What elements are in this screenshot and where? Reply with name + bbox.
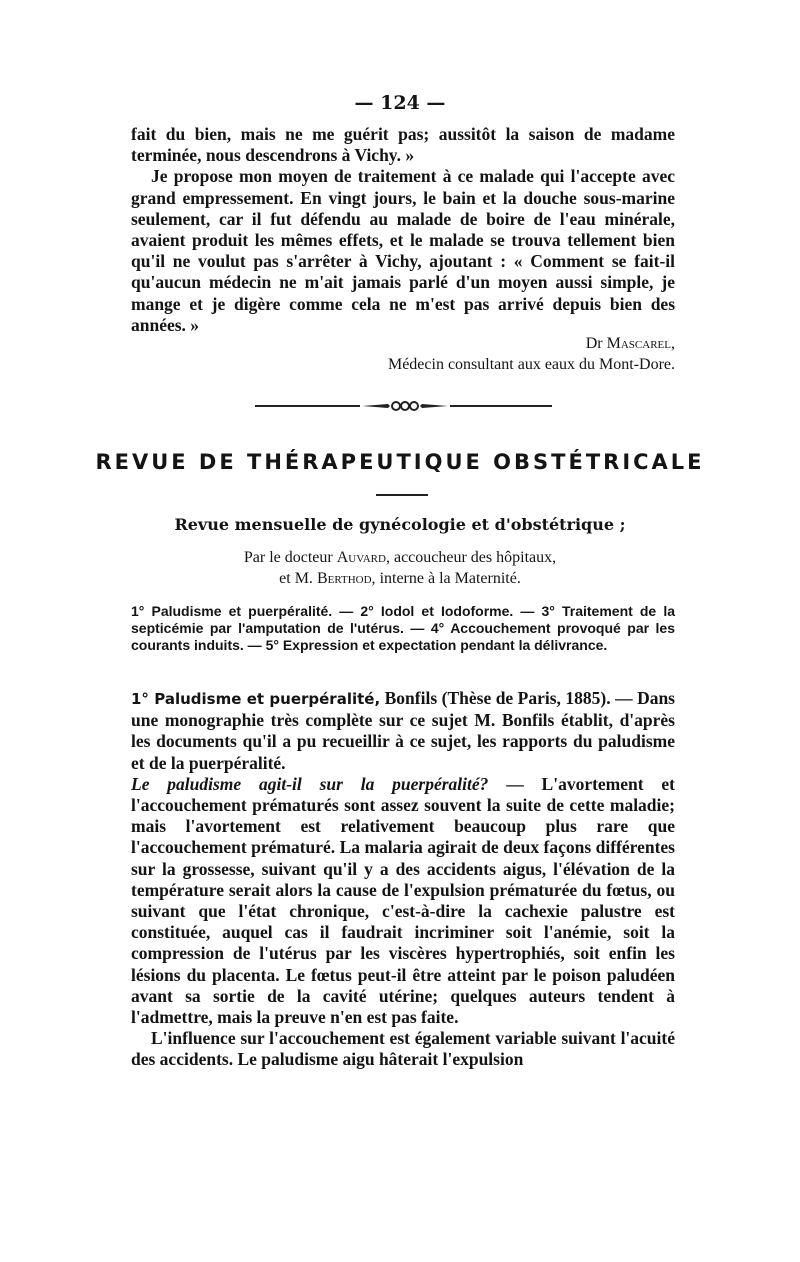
article-paragraph [131,774,675,1028]
article-text: — L'avortement et l'accouchement prématurés sont assez souvent la suite de cette maladie; mais l'avortement est relativement beaucoup plus rare que l'accouchement prématuré. La malaria agirait de deux façons différentes sur la grossesse, suivant qu'il y a des accidents aigus, l'élévation de la température serait alors la cause de l'expulsion prématurée du fœtus, ou suivant que l'état chronique, c'est-à-dire la cachexie palustre est constituée, auquel cas il faudrait incriminer soit l'anémie, soit la compression de l'utérus par les viscères hypertrophiés, soit enfin les lésions du placenta. Le fœtus peut-il être atteint par le poison paludéen avant sa sortie de la cavité utérine; quelques auteurs tendent à l'admettre, mais la preuve n'en est pas faite. [131,773,675,1028]
article-paragraph [131,688,675,774]
authors-prefix: et M. [279,570,313,587]
author-name: Auvard, [336,549,390,566]
signature-name-line [131,335,675,353]
paragraph: Je propose mon moyen de traitement à ce malade qui l'accepte avec grand empressement. En vingt jours, le bain et la douche sous-marine seulement, car il fut défendu au malade de boire de l'eau minérale, avaient produit les mêmes effets, et le malade se trouva tellement bien qu'il ne voulut pas s'arrêter à Vichy, ajoutant : « Comment se fait-il qu'aucun médecin ne m'ait jamais parlé d'un moyen aussi simple, je mange et je digère comme cela ne m'est pas arrivé depuis bien des années. » [131,166,675,335]
author-name: Berthod, [316,570,376,587]
article-text: Bonfils (Thèse de Paris, 1885). — Dans une monographie très complète sur ce sujet M. Bonfils établit, d'après les documents qu'il a pu recueillir à ce sujet, les rapports du paludisme et de la puerpéralité. [131,688,675,773]
section-subtitle: Revue mensuelle de gynécologie et d'obstétrique ; [174,515,626,534]
article-heading: 1° Paludisme et puerpéralité, [131,690,381,708]
page-number: — 124 — [354,92,446,114]
authors-line-1 [0,547,800,568]
article-paragraph: L'influence sur l'accouchement est également variable suivant l'acuité des accidents. Le paludisme aigu hâterait l'expulsion [131,1028,675,1070]
author-role: interne à la Maternité. [379,570,521,587]
author-role: accoucheur des hôpitaux, [393,549,557,566]
authors-prefix: Par le docteur [243,549,333,566]
section-title: REVUE DE THÉRAPEUTIQUE OBSTÉTRICALE [95,450,705,474]
top-text-block [131,124,675,336]
article-question: Le paludisme agit-il sur la puerpéralité? [131,773,489,794]
signature-title: Médecin consultant aux eaux du Mont-Dore. [387,356,675,373]
title-rule [376,494,428,496]
article-body [131,688,675,1071]
table-of-contents: 1° Paludisme et puerpéralité. — 2° Iodol et Iodoforme. — 3° Traitement de la septicémie par l'amputation de l'utérus. — 4° Accouchement provoqué par les courants induits. — 5° Expression et expectation pendant la délivrance. [131,603,675,653]
authors-block [0,547,800,589]
signature-title-prefix: Dr [585,335,603,352]
authors-line-2 [0,568,800,589]
paragraph: fait du bien, mais ne me guérit pas; aussitôt la saison de madame terminée, nous descendrons à Vichy. » [131,124,675,166]
divider-ornament [360,399,450,413]
signature-name: Mascarel, [606,335,675,352]
